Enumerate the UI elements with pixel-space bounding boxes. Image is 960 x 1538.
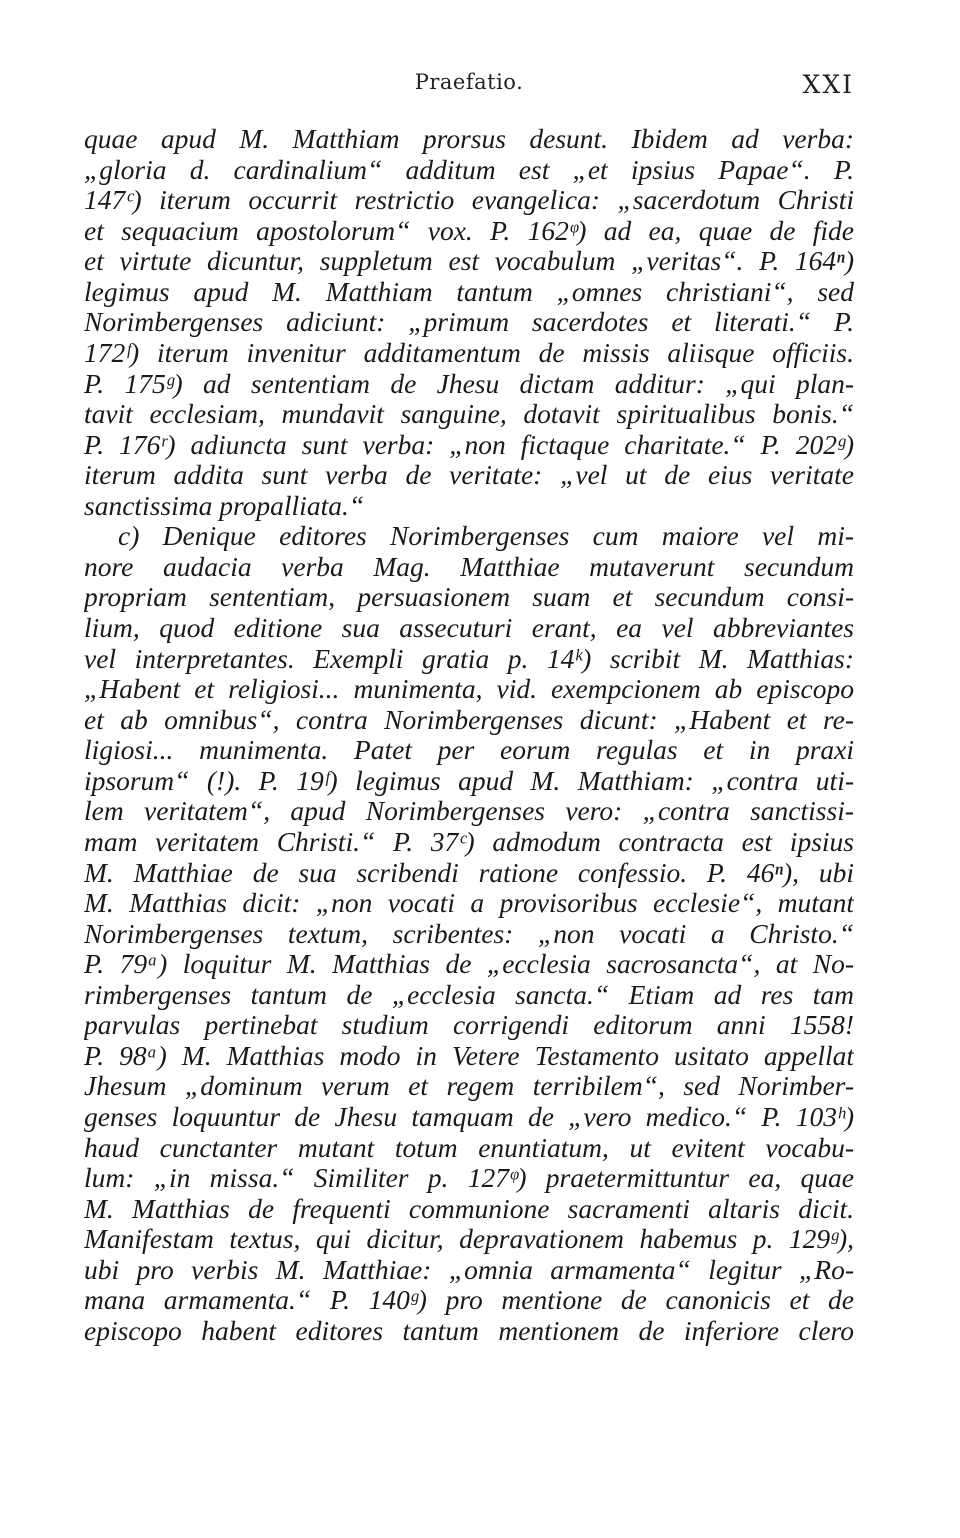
text-line: Norimbergenses textum, scribentes: „non vocati a Christo.“ xyxy=(84,918,854,949)
text-line: genses loquuntur de Jhesu tamquam de „vero medico.“ P. 103ʰ) xyxy=(84,1102,854,1132)
text-line: iterum addita sunt verba de veritate: „vel ut de eius veritate xyxy=(84,460,854,491)
text-line: „gloria d. cardinalium“ additum est „et ipsius Papae“. P. xyxy=(84,154,854,185)
body-text xyxy=(84,124,854,1347)
text-line: ipsorum“ (!). P. 19ᶠ) legimus apud M. Matthiam: „contra uti- xyxy=(84,765,854,796)
text-line: vel interpretantes. Exempli gratia p. 14ᵏ) scribit M. Matthias: xyxy=(84,643,854,674)
text-line: rimbergenses tantum de „ecclesia sancta.“ Etiam ad res tam xyxy=(84,979,854,1010)
text-line: parvulas pertinebat studium corrigendi editorum anni 1558! xyxy=(84,1010,854,1041)
text-line: mam veritatem Christi.“ P. 37ᶜ) admodum contracta est ipsius xyxy=(84,826,854,857)
text-line: et ab omnibus“, contra Norimbergenses dicunt: „Habent et re- xyxy=(84,704,854,735)
text-line: lium, quod editione sua assecuturi erant, ea vel abbreviantes xyxy=(84,613,854,643)
text-line: mana armamenta.“ P. 140ᵍ) pro mentione de canonicis et de xyxy=(84,1285,854,1316)
text-line: Norimbergenses adiciunt: „primum sacerdotes et literati.“ P. xyxy=(84,307,854,338)
text-line: P. 79ᵃ) loquitur M. Matthias de „ecclesia sacrosancta“, at No- xyxy=(84,949,854,980)
text-line: Jhesum „dominum verum et regem terribilem“, sed Norimber- xyxy=(84,1071,854,1102)
text-line: 147ᶜ) iterum occurrit restrictio evangelica: „sacerdotum Christi xyxy=(84,185,854,216)
text-line: quae apud M. Matthiam prorsus desunt. Ibidem ad verba: xyxy=(84,124,854,154)
text-line: „Habent et religiosi... munimenta, vid. exempcionem ab episcopo xyxy=(84,674,854,705)
running-head xyxy=(84,70,854,104)
text-line: legimus apud M. Matthiam tantum „omnes christiani“, sed xyxy=(84,276,854,307)
text-line: Manifestam textus, qui dicitur, depravationem habemus p. 129ᵍ), xyxy=(84,1224,854,1255)
text-line: sanctissima propalliata.“ xyxy=(84,490,365,521)
text-line: lum: „in missa.“ Similiter p. 127ᵠ) praetermittuntur ea, quae xyxy=(84,1163,854,1194)
paragraph-start-line: c) Denique editores Norimbergenses cum maiore vel mi- xyxy=(118,521,854,552)
text-line: 172ᶠ) iterum invenitur additamentum de missis aliisque officiis. xyxy=(84,337,854,368)
text-line: M. Matthias de frequenti communione sacramenti altaris dicit. xyxy=(84,1193,854,1224)
text-line: episcopo habent editores tantum mentionem de inferiore clero xyxy=(84,1315,854,1346)
text-line: M. Matthiae de sua scribendi ratione confessio. P. 46ⁿ), ubi xyxy=(84,857,854,888)
text-line: ubi pro verbis M. Matthiae: „omnia armamenta“ legitur „Ro- xyxy=(84,1254,854,1285)
text-line: propriam sententiam, persuasionem suam et secundum consi- xyxy=(84,582,854,613)
text-line: et sequacium apostolorum“ vox. P. 162ᵠ) ad ea, quae de fide xyxy=(84,215,854,246)
text-line: ligiosi... munimenta. Patet per eorum regulas et in praxi xyxy=(84,735,854,766)
text-line: et virtute dicuntur, suppletum est vocabulum „veritas“. P. 164ⁿ) xyxy=(84,246,854,277)
text-line: M. Matthias dicit: „non vocati a provisoribus ecclesie“, mutant xyxy=(84,888,854,919)
page-number: XXI xyxy=(802,70,854,99)
text-line: lem veritatem“, apud Norimbergenses vero: „contra sanctissi- xyxy=(84,796,854,827)
text-line: nore audacia verba Mag. Matthiae mutaverunt secundum xyxy=(84,551,854,582)
text-line: P. 175ᵍ) ad sententiam de Jhesu dictam additur: „qui plan- xyxy=(84,368,854,399)
text-line: tavit ecclesiam, mundavit sanguine, dotavit spiritualibus bonis.“ xyxy=(84,399,854,430)
text-line: P. 176ʳ) adiuncta sunt verba: „non fictaque charitate.“ P. 202ᵍ) xyxy=(84,429,854,460)
running-head-title: Praefatio. xyxy=(414,70,524,94)
text-line: P. 98ᵃ) M. Matthias modo in Vetere Testamento usitato appellat xyxy=(84,1040,854,1071)
text-line: haud cunctanter mutant totum enuntiatum, ut evitent vocabu- xyxy=(84,1132,854,1163)
